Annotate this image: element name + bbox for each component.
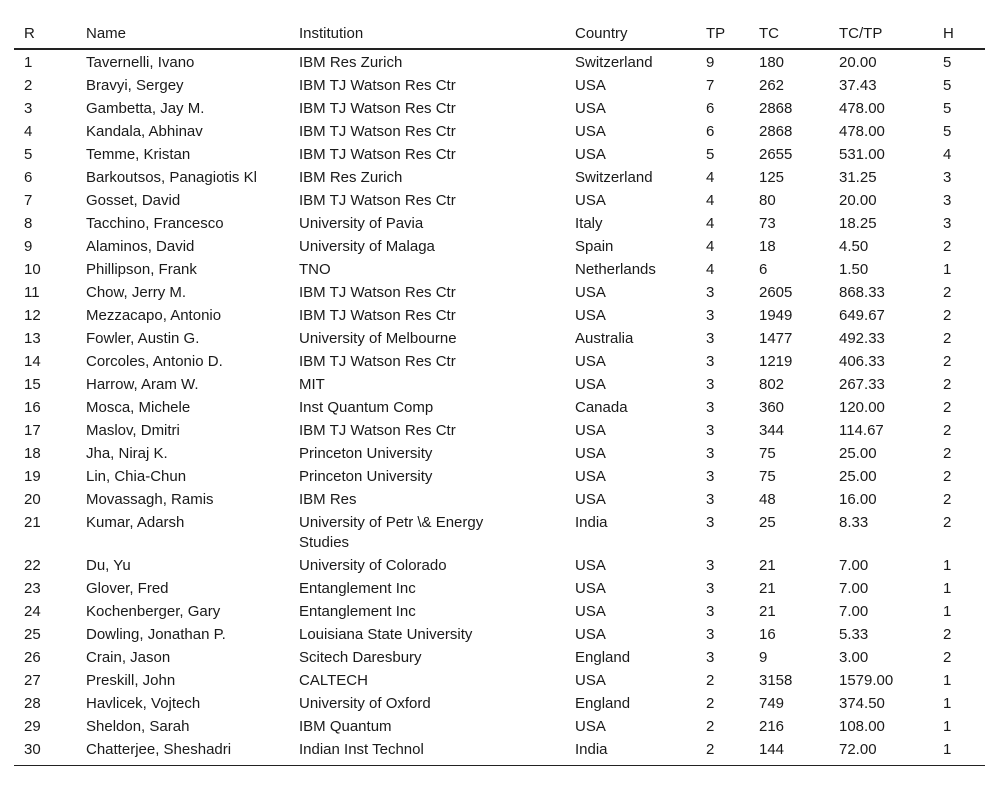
tc-tp-cell: 7.00 <box>839 580 869 597</box>
institution-cell: CALTECH <box>299 672 368 689</box>
name-cell: Glover, Fred <box>86 580 169 597</box>
table-row <box>14 236 985 259</box>
table-row <box>14 259 985 282</box>
name-cell: Kumar, Adarsh <box>86 514 185 531</box>
tp-cell: 3 <box>706 649 715 666</box>
country-cell: India <box>575 514 608 531</box>
tp-cell: 3 <box>706 626 715 643</box>
table-row <box>14 647 985 670</box>
tc-tp-cell: 72.00 <box>829 739 933 766</box>
tc-tp-cell: 7.00 <box>839 557 869 574</box>
table-body <box>14 49 985 766</box>
name-cell: Dowling, Jonathan P. <box>86 626 226 643</box>
institution-cell: Entanglement Inc <box>299 580 416 597</box>
tc-cell: 1477 <box>759 330 793 347</box>
ranking-table-container <box>14 18 985 766</box>
rank-cell: 18 <box>24 445 41 462</box>
institution-cell: Inst Quantum Comp <box>299 399 434 416</box>
country-cell: USA <box>575 422 606 439</box>
rank-cell: 14 <box>24 353 41 370</box>
h-cell: 3 <box>943 169 952 186</box>
tc-tp-cell: 649.67 <box>839 307 885 324</box>
table-row <box>14 121 985 144</box>
tc-tp-cell: 3.00 <box>839 649 869 666</box>
tc-tp-cell: 16.00 <box>839 491 877 508</box>
name-cell: Bravyi, Sergey <box>86 77 184 94</box>
tp-cell: 3 <box>706 353 715 370</box>
tc-cell: 18 <box>759 238 776 255</box>
name-cell: Chatterjee, Sheshadri <box>76 739 289 766</box>
tc-cell: 749 <box>759 695 785 712</box>
rank-cell: 5 <box>24 146 33 163</box>
tc-tp-cell: 37.43 <box>839 77 877 94</box>
institution-cell: IBM TJ Watson Res Ctr <box>299 422 456 439</box>
name-cell: Temme, Kristan <box>86 146 191 163</box>
tc-tp-cell: 8.33 <box>839 514 869 531</box>
table-row <box>14 578 985 601</box>
institution-cell: IBM TJ Watson Res Ctr <box>299 100 456 117</box>
header-tc-tp: TC/TP <box>829 18 933 49</box>
country-cell: USA <box>575 376 606 393</box>
country-cell: Switzerland <box>575 169 653 186</box>
table-row <box>14 739 985 766</box>
institution-cell: University of Colorado <box>299 557 447 574</box>
table-row <box>14 328 985 351</box>
tp-cell: 3 <box>706 491 715 508</box>
tp-cell: 4 <box>706 215 715 232</box>
rank-cell: 9 <box>24 238 33 255</box>
country-cell: USA <box>575 307 606 324</box>
tp-cell: 6 <box>706 123 715 140</box>
h-cell: 3 <box>943 215 952 232</box>
rank-cell: 27 <box>24 672 41 689</box>
h-cell: 2 <box>943 491 952 508</box>
h-cell: 5 <box>943 123 952 140</box>
country-cell: USA <box>575 603 606 620</box>
tc-tp-cell: 108.00 <box>839 718 885 735</box>
h-cell: 2 <box>943 626 952 643</box>
tc-cell: 262 <box>759 77 785 94</box>
rank-cell: 30 <box>14 739 76 766</box>
table-row <box>14 213 985 236</box>
tc-tp-cell: 25.00 <box>839 445 877 462</box>
tp-cell: 3 <box>706 422 715 439</box>
header-tp: TP <box>696 18 749 49</box>
rank-cell: 2 <box>24 77 33 94</box>
tc-cell: 25 <box>759 514 776 531</box>
table-header <box>14 18 985 49</box>
tc-tp-cell: 267.33 <box>839 376 885 393</box>
tc-cell: 2655 <box>759 146 793 163</box>
institution-cell: IBM Quantum <box>299 718 392 735</box>
tc-tp-cell: 25.00 <box>839 468 877 485</box>
tp-cell: 3 <box>706 284 715 301</box>
ranking-table <box>14 18 985 766</box>
country-cell: USA <box>575 468 606 485</box>
tc-tp-cell: 4.50 <box>839 238 869 255</box>
institution-cell: University of Petr \& Energy Studies <box>299 514 484 551</box>
table-row <box>14 601 985 624</box>
name-cell: Preskill, John <box>86 672 176 689</box>
institution-cell: IBM TJ Watson Res Ctr <box>299 77 456 94</box>
table-row <box>14 443 985 466</box>
country-cell: Australia <box>575 330 634 347</box>
tc-tp-cell: 406.33 <box>839 353 885 370</box>
h-cell: 1 <box>943 557 952 574</box>
table-row <box>14 512 985 555</box>
rank-cell: 29 <box>24 718 41 735</box>
country-cell: USA <box>575 100 606 117</box>
h-cell: 1 <box>943 718 952 735</box>
h-cell: 2 <box>943 399 952 416</box>
country-cell: USA <box>575 557 606 574</box>
institution-cell: IBM TJ Watson Res Ctr <box>299 284 456 301</box>
table-row <box>14 75 985 98</box>
rank-cell: 6 <box>24 169 33 186</box>
name-cell: Mezzacapo, Antonio <box>86 307 222 324</box>
tc-cell: 360 <box>759 399 785 416</box>
h-cell: 2 <box>943 514 952 531</box>
tp-cell: 7 <box>706 77 715 94</box>
tp-cell: 3 <box>706 468 715 485</box>
name-cell: Phillipson, Frank <box>86 261 197 278</box>
institution-cell: University of Malaga <box>299 238 435 255</box>
header-h: H <box>933 18 985 49</box>
h-cell: 2 <box>943 445 952 462</box>
tp-cell: 3 <box>706 557 715 574</box>
header-row <box>14 18 985 49</box>
h-cell: 2 <box>943 353 952 370</box>
tp-cell: 2 <box>706 695 715 712</box>
h-cell: 1 <box>943 603 952 620</box>
rank-cell: 10 <box>24 261 41 278</box>
name-cell: Alaminos, David <box>86 238 195 255</box>
country-cell: Italy <box>575 215 603 232</box>
table-row <box>14 282 985 305</box>
tc-tp-cell: 18.25 <box>839 215 877 232</box>
country-cell: USA <box>575 77 606 94</box>
h-cell: 2 <box>943 284 952 301</box>
rank-cell: 11 <box>24 284 40 301</box>
country-cell: USA <box>575 146 606 163</box>
h-cell: 5 <box>943 100 952 117</box>
tc-tp-cell: 20.00 <box>839 192 877 209</box>
tc-cell: 802 <box>759 376 785 393</box>
header-rank: R <box>14 18 76 49</box>
name-cell: Gosset, David <box>86 192 181 209</box>
tc-cell: 16 <box>759 626 776 643</box>
name-cell: Sheldon, Sarah <box>86 718 190 735</box>
h-cell: 4 <box>943 146 952 163</box>
name-cell: Du, Yu <box>86 557 131 574</box>
name-cell: Jha, Niraj K. <box>86 445 168 462</box>
institution-cell: IBM TJ Watson Res Ctr <box>299 307 456 324</box>
country-cell: Netherlands <box>575 261 656 278</box>
table-row <box>14 466 985 489</box>
table-row <box>14 49 985 75</box>
h-cell: 1 <box>943 695 952 712</box>
institution-cell: Scitech Daresbury <box>299 649 422 666</box>
tp-cell: 4 <box>706 169 715 186</box>
h-cell: 2 <box>943 468 952 485</box>
tp-cell: 4 <box>706 261 715 278</box>
institution-cell: IBM TJ Watson Res Ctr <box>299 123 456 140</box>
name-cell: Chow, Jerry M. <box>86 284 187 301</box>
institution-cell: MIT <box>299 376 325 393</box>
tc-cell: 180 <box>759 54 785 71</box>
country-cell: India <box>565 739 696 766</box>
rank-cell: 21 <box>24 514 41 531</box>
tc-cell: 1949 <box>759 307 793 324</box>
institution-cell: Louisiana State University <box>299 626 473 643</box>
h-cell: 2 <box>943 649 952 666</box>
table-row <box>14 397 985 420</box>
rank-cell: 7 <box>24 192 33 209</box>
h-cell: 5 <box>943 77 952 94</box>
h-cell: 2 <box>943 376 952 393</box>
rank-cell: 20 <box>24 491 41 508</box>
h-cell: 3 <box>943 192 952 209</box>
name-cell: Havlicek, Vojtech <box>86 695 201 712</box>
tp-cell: 3 <box>706 399 715 416</box>
institution-cell: Princeton University <box>299 468 433 485</box>
tc-cell: 6 <box>759 261 768 278</box>
tc-cell: 21 <box>759 580 776 597</box>
tc-tp-cell: 478.00 <box>839 100 885 117</box>
name-cell: Lin, Chia-Chun <box>86 468 187 485</box>
name-cell: Barkoutsos, Panagiotis Kl <box>86 169 257 186</box>
table-row <box>14 555 985 578</box>
country-cell: USA <box>575 284 606 301</box>
name-cell: Kochenberger, Gary <box>86 603 221 620</box>
rank-cell: 12 <box>24 307 41 324</box>
tp-cell: 3 <box>706 580 715 597</box>
tc-tp-cell: 5.33 <box>839 626 869 643</box>
institution-cell: IBM TJ Watson Res Ctr <box>299 192 456 209</box>
h-cell: 1 <box>943 261 952 278</box>
tc-cell: 144 <box>749 739 829 766</box>
country-cell: USA <box>575 353 606 370</box>
tc-tp-cell: 374.50 <box>839 695 885 712</box>
country-cell: England <box>575 695 631 712</box>
country-cell: USA <box>575 491 606 508</box>
institution-cell: IBM Res Zurich <box>299 54 403 71</box>
tc-tp-cell: 114.67 <box>839 422 884 439</box>
h-cell: 1 <box>943 672 952 689</box>
country-cell: USA <box>575 445 606 462</box>
tc-cell: 75 <box>759 445 776 462</box>
tc-tp-cell: 31.25 <box>839 169 877 186</box>
h-cell: 5 <box>943 54 952 71</box>
institution-cell: Entanglement Inc <box>299 603 416 620</box>
tc-cell: 2868 <box>759 123 793 140</box>
h-cell: 2 <box>943 307 952 324</box>
country-cell: USA <box>575 580 606 597</box>
rank-cell: 4 <box>24 123 33 140</box>
tc-tp-cell: 868.33 <box>839 284 885 301</box>
tc-cell: 80 <box>759 192 776 209</box>
rank-cell: 26 <box>24 649 41 666</box>
tc-cell: 73 <box>759 215 776 232</box>
table-row <box>14 190 985 213</box>
table-row <box>14 374 985 397</box>
table-row <box>14 716 985 739</box>
country-cell: USA <box>575 192 606 209</box>
name-cell: Maslov, Dmitri <box>86 422 180 439</box>
rank-cell: 23 <box>24 580 41 597</box>
table-row <box>14 351 985 374</box>
institution-cell: IBM Res Zurich <box>299 169 403 186</box>
country-cell: USA <box>575 672 606 689</box>
tc-cell: 3158 <box>759 672 793 689</box>
country-cell: USA <box>575 123 606 140</box>
rank-cell: 24 <box>24 603 41 620</box>
tc-tp-cell: 1579.00 <box>839 672 894 689</box>
name-cell: Fowler, Austin G. <box>86 330 200 347</box>
tp-cell: 3 <box>706 603 715 620</box>
rank-cell: 22 <box>24 557 41 574</box>
tc-tp-cell: 1.50 <box>839 261 869 278</box>
institution-cell: University of Oxford <box>299 695 431 712</box>
rank-cell: 1 <box>24 54 33 71</box>
table-row <box>14 420 985 443</box>
country-cell: Canada <box>575 399 628 416</box>
table-row <box>14 167 985 190</box>
tp-cell: 9 <box>706 54 715 71</box>
tc-cell: 2868 <box>759 100 793 117</box>
tc-cell: 2605 <box>759 284 793 301</box>
rank-cell: 8 <box>24 215 33 232</box>
country-cell: England <box>575 649 631 666</box>
tc-cell: 21 <box>759 557 776 574</box>
tc-cell: 21 <box>759 603 776 620</box>
name-cell: Gambetta, Jay M. <box>86 100 205 117</box>
table-row <box>14 624 985 647</box>
tp-cell: 3 <box>706 330 715 347</box>
tc-cell: 48 <box>759 491 776 508</box>
tp-cell: 6 <box>706 100 715 117</box>
rank-cell: 15 <box>24 376 41 393</box>
tp-cell: 3 <box>706 445 715 462</box>
header-institution: Institution <box>289 18 565 49</box>
rank-cell: 25 <box>24 626 41 643</box>
table-row <box>14 693 985 716</box>
institution-cell: University of Melbourne <box>299 330 457 347</box>
tc-cell: 344 <box>759 422 785 439</box>
institution-cell: IBM TJ Watson Res Ctr <box>299 353 456 370</box>
country-cell: USA <box>575 626 606 643</box>
name-cell: Tacchino, Francesco <box>86 215 224 232</box>
tc-cell: 9 <box>759 649 768 666</box>
table-row <box>14 670 985 693</box>
tp-cell: 3 <box>706 376 715 393</box>
tc-cell: 216 <box>759 718 785 735</box>
tc-tp-cell: 492.33 <box>839 330 885 347</box>
institution-cell: IBM Res <box>299 491 357 508</box>
h-cell: 2 <box>943 422 952 439</box>
table-row <box>14 305 985 328</box>
tc-tp-cell: 7.00 <box>839 603 869 620</box>
name-cell: Movassagh, Ramis <box>86 491 214 508</box>
name-cell: Crain, Jason <box>86 649 171 666</box>
rank-cell: 16 <box>24 399 41 416</box>
header-name: Name <box>76 18 289 49</box>
rank-cell: 17 <box>24 422 41 439</box>
rank-cell: 3 <box>24 100 33 117</box>
institution-cell: TNO <box>299 261 331 278</box>
tc-cell: 125 <box>759 169 785 186</box>
header-tc: TC <box>749 18 829 49</box>
h-cell: 1 <box>933 739 985 766</box>
tp-cell: 3 <box>706 307 715 324</box>
country-cell: USA <box>575 718 606 735</box>
tp-cell: 2 <box>706 718 715 735</box>
tp-cell: 4 <box>706 238 715 255</box>
name-cell: Corcoles, Antonio D. <box>86 353 223 370</box>
tp-cell: 2 <box>706 672 715 689</box>
name-cell: Kandala, Abhinav <box>86 123 203 140</box>
institution-cell: IBM TJ Watson Res Ctr <box>299 146 456 163</box>
name-cell: Mosca, Michele <box>86 399 191 416</box>
name-cell: Tavernelli, Ivano <box>86 54 195 71</box>
country-cell: Switzerland <box>575 54 653 71</box>
tp-cell: 5 <box>706 146 715 163</box>
tp-cell: 2 <box>696 739 749 766</box>
tc-tp-cell: 478.00 <box>839 123 885 140</box>
country-cell: Spain <box>575 238 614 255</box>
header-country: Country <box>565 18 696 49</box>
h-cell: 2 <box>943 330 952 347</box>
rank-cell: 13 <box>24 330 41 347</box>
tc-cell: 75 <box>759 468 776 485</box>
rank-cell: 19 <box>24 468 41 485</box>
tc-tp-cell: 120.00 <box>839 399 885 416</box>
tc-tp-cell: 531.00 <box>839 146 885 163</box>
tc-tp-cell: 20.00 <box>839 54 877 71</box>
tc-cell: 1219 <box>759 353 793 370</box>
institution-cell: Princeton University <box>299 445 433 462</box>
table-row <box>14 98 985 121</box>
name-cell: Harrow, Aram W. <box>86 376 199 393</box>
tp-cell: 3 <box>706 514 715 531</box>
table-row <box>14 489 985 512</box>
institution-cell: Indian Inst Technol <box>289 739 565 766</box>
rank-cell: 28 <box>24 695 41 712</box>
h-cell: 2 <box>943 238 952 255</box>
h-cell: 1 <box>943 580 952 597</box>
tp-cell: 4 <box>706 192 715 209</box>
table-row <box>14 144 985 167</box>
institution-cell: University of Pavia <box>299 215 424 232</box>
